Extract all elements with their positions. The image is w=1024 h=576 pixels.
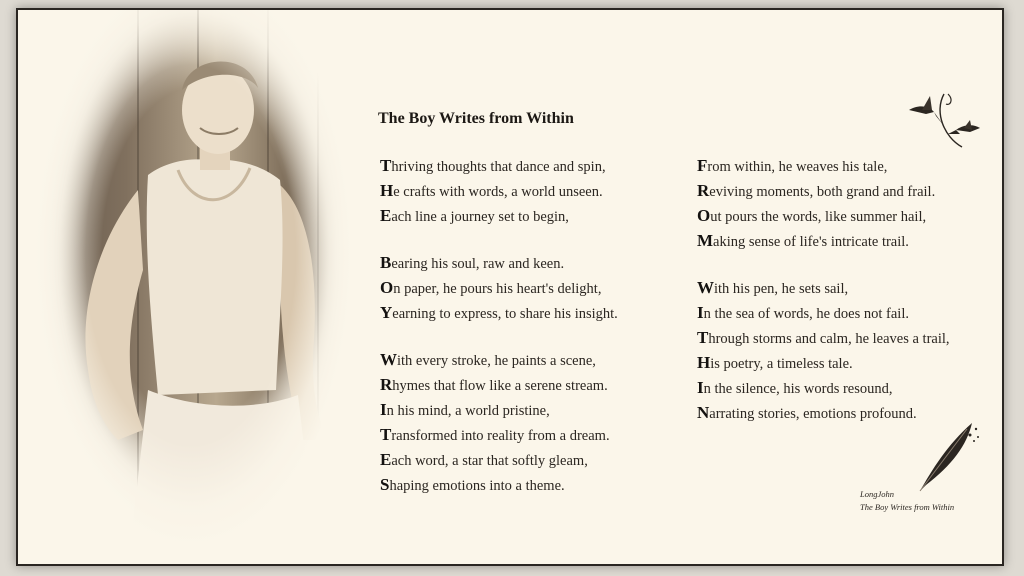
poem-line: In the silence, his words resound, [697, 378, 893, 397]
poem-line: Making sense of life's intricate trail. [697, 231, 909, 250]
stanza [380, 348, 618, 498]
poem-line: Thriving thoughts that dance and spin, [380, 156, 606, 175]
poem-line: Out pours the words, like summer hail, [697, 206, 927, 225]
signature-author: LongJohn [860, 489, 894, 499]
poem-line: On paper, he pours his heart's delight, [380, 278, 602, 297]
quill-feather-icon [912, 415, 982, 495]
stanza [380, 251, 618, 326]
poem-line: Narrating stories, emotions profound. [697, 403, 917, 422]
poem-card [16, 8, 1004, 566]
poem-line: Rhymes that flow like a serene stream. [380, 375, 608, 394]
poem-column-left [380, 154, 618, 520]
portrait-photo [18, 10, 378, 566]
stanza [697, 276, 950, 426]
poem-line: Shaping emotions into a theme. [380, 475, 565, 494]
poem-line: From within, he weaves his tale, [697, 156, 888, 175]
poem-line: Reviving moments, both grand and frail. [697, 181, 936, 200]
poem-line: Each line a journey set to begin, [380, 206, 569, 225]
poem-line: Each word, a star that softly gleam, [380, 450, 588, 469]
poem-line: Yearning to express, to share his insight. [380, 303, 618, 322]
signature-work: The Boy Writes from Within [860, 502, 955, 512]
poem-line: With every stroke, he paints a scene, [380, 350, 596, 369]
poem-title: The Boy Writes from Within [378, 110, 574, 127]
hummingbirds-icon [904, 92, 984, 162]
poem-line: With his pen, he sets sail, [697, 278, 849, 297]
stanza [380, 154, 618, 229]
poem-line: Bearing his soul, raw and keen. [380, 253, 565, 272]
poem-line: Transformed into reality from a dream. [380, 425, 610, 444]
stanza [697, 154, 950, 254]
poem-line: His poetry, a timeless tale. [697, 353, 853, 372]
poem-line: Through storms and calm, he leaves a trail, [697, 328, 950, 347]
poem-column-right [697, 154, 950, 448]
poem-line: He crafts with words, a world unseen. [380, 181, 603, 200]
signature [860, 488, 954, 514]
poem-line: In the sea of words, he does not fail. [697, 303, 909, 322]
poem-line: In his mind, a world pristine, [380, 400, 550, 419]
